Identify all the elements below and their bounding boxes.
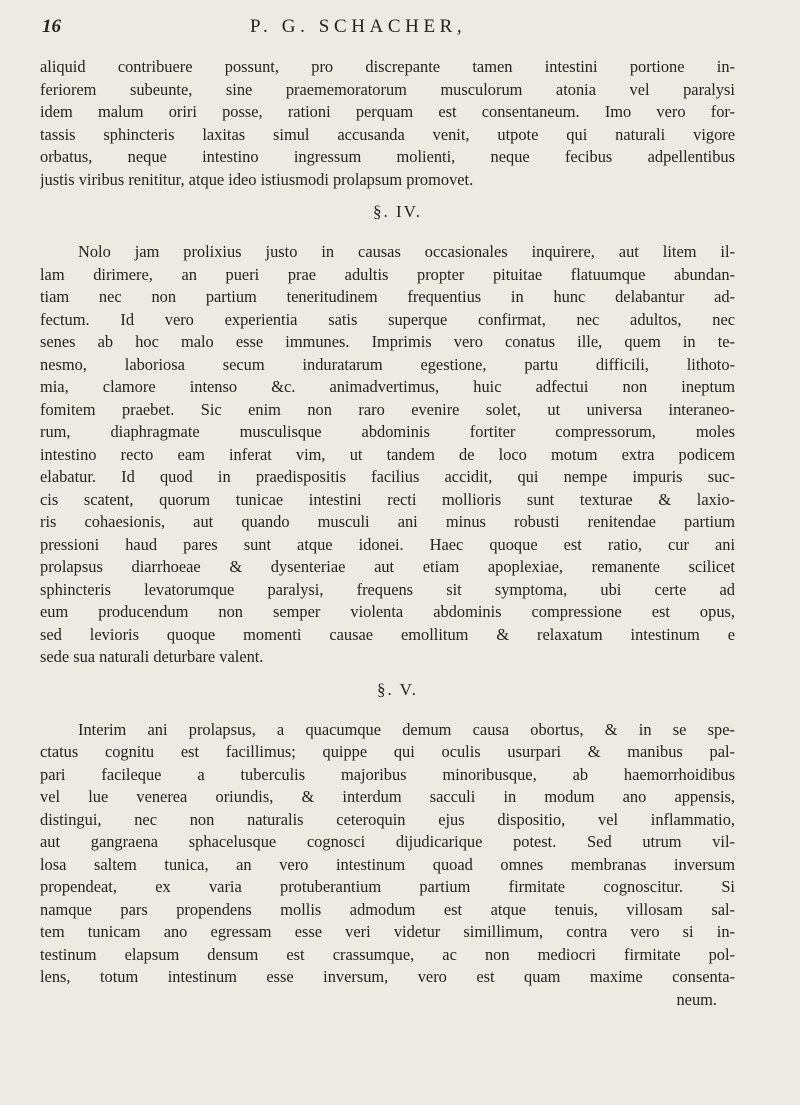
text-line: eum producendum non semper violenta abdominis compressione est opus,: [40, 602, 735, 621]
text-line: fomitem praebet. Sic enim non raro evenire solet, ut universa interaneo-: [40, 399, 735, 419]
text-line: sphincteris levatorumque paralysi, frequens sit symptoma, ubi certe ad: [40, 579, 735, 599]
text-line: pressioni haud pares sunt atque idonei. Haec quoque est ratio, cur ani: [40, 534, 735, 554]
page-number: 16: [42, 16, 61, 37]
text-line: elabatur. Id quod in praedispositis facilius accidit, qui nempe impuris suc-: [40, 467, 735, 486]
text-line: mia, clamore intenso &c. animadvertimus, huic adfectui non ineptum: [40, 377, 735, 396]
paragraph-3: [40, 719, 735, 989]
section-heading-iv: §. IV.: [373, 202, 422, 221]
section-heading-v: §. V.: [376, 679, 419, 699]
text-line: nesmo, laboriosa secum induratarum egestione, partu difficili, lithoto-: [40, 354, 735, 374]
text-line: sede sua naturali deturbare valent.: [40, 647, 264, 666]
text-line: ris cohaesionis, aut quando musculi ani minus robusti renitendae partium: [40, 512, 735, 531]
text-line: tem tunicam ano egressam esse veri videtur simillimum, contra vero si in-: [40, 922, 735, 941]
text-line: prolapsus diarrhoeae & dysenteriae aut etiam apoplexiae, remanente scilicet: [40, 557, 735, 576]
text-line: pari facileque a tuberculis majoribus minoribusque, ab haemorrhoidibus: [40, 764, 735, 784]
paragraph-1: [40, 56, 735, 191]
text-line: feriorem subeunte, sine praememoratorum musculorum atonia vel paralysi: [40, 79, 735, 99]
text-line: idem malum oriri posse, rationi perquam est consentaneum. Imo vero for-: [40, 102, 735, 121]
text-line: tassis sphincteris laxitas simul accusanda venit, utpote qui naturali vigore: [40, 124, 735, 144]
text-line: ctatus cognitu est facillimus; quippe qui oculis usurpari & manibus pal-: [40, 742, 735, 761]
text-line: tiam nec non partium teneritudinem frequentius in hunc delabantur ad-: [40, 287, 735, 306]
text-line: distingui, nec non naturalis ceteroquin ejus dispositio, vel inflammatio,: [40, 809, 735, 829]
text-line: cis scatent, quorum tunicae intestini recti mollioris sunt texturae & laxio-: [40, 489, 735, 509]
text-line: lens, totum intestinum esse inversum, vero est quam maxime consenta-: [40, 967, 735, 986]
text-line: namque pars propendens mollis admodum est atque tenuis, villosam sal-: [40, 899, 735, 919]
text-line: Interim ani prolapsus, a quacumque demum causa obortus, & in se spe-: [78, 719, 735, 739]
text-line: rum, diaphragmate musculisque abdominis fortiter compressorum, moles: [40, 422, 735, 441]
page-header: [42, 16, 732, 40]
body-text: [40, 56, 735, 1011]
text-line: testinum elapsum densum est crassumque, ac non mediocri firmitate pol-: [40, 944, 735, 964]
catchword: neum.: [676, 989, 717, 1009]
text-line: senes ab hoc malo esse immunes. Imprimis vero conatus ille, quem in te-: [40, 332, 735, 351]
running-head: P. G. SCHACHER,: [250, 16, 467, 37]
text-line: aut gangraena sphacelusque cognosci dijudicarique potest. Sed utrum vil-: [40, 832, 735, 851]
text-line: losa saltem tunica, an vero intestinum quoad omnes membranas inversum: [40, 854, 735, 874]
text-line: fectum. Id vero experientia satis superque confirmat, nec adultos, nec: [40, 309, 735, 329]
text-line: intestino recto eam inferat vim, ut tandem de loco motum extra podicem: [40, 444, 735, 464]
text-line: vel lue venerea oriundis, & interdum sacculi in modum ano appensis,: [40, 787, 735, 806]
text-line: propendeat, ex varia protuberantium partium firmitate cognoscitur. Si: [40, 877, 735, 896]
paragraph-2: [40, 241, 735, 669]
text-line: sed levioris quoque momenti causae emollitum & relaxatum intestinum e: [40, 624, 735, 644]
text-line: aliquid contribuere possunt, pro discrepante tamen intestini portione in-: [40, 57, 735, 76]
text-line: Nolo jam prolixius justo in causas occasionales inquirere, aut litem il-: [78, 242, 735, 261]
text-line: justis viribus renititur, atque ideo istiusmodi prolapsum promovet.: [40, 169, 474, 189]
text-line: orbatus, neque intestino ingressum molienti, neque fecibus adpellentibus: [40, 147, 735, 166]
text-line: lam dirimere, an pueri prae adultis propter pituitae flatuumque abundan-: [40, 264, 735, 284]
